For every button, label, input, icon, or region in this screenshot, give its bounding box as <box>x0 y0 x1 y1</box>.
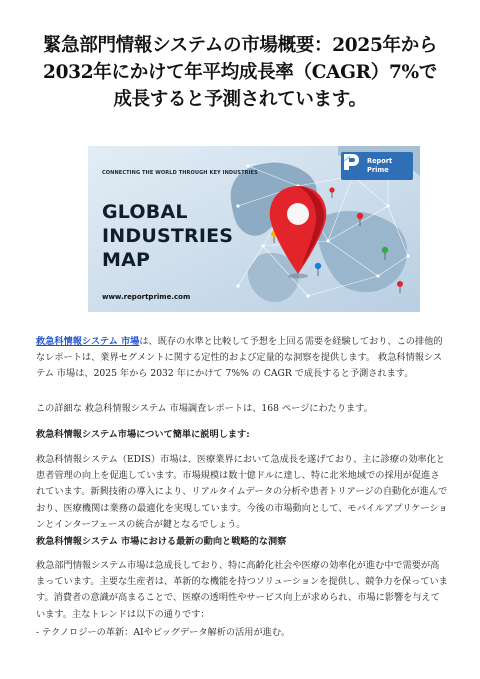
title-line-3: 成長すると予測されています。 <box>113 89 367 110</box>
section-heading-trends: 救急科情報システム 市場における最新の動向と戦略的な洞察 <box>36 536 287 547</box>
trend-bullet-technology: - テクノロジーの革新：AIやビッグデータ解析の活用が進む。 <box>36 627 291 638</box>
banner-tagline: CONNECTING THE WORLD THROUGH KEY INDUSTRIES <box>102 170 258 176</box>
global-industries-map-banner <box>88 146 420 312</box>
section-heading-overview: 救急科情報システム市場について簡単に説明します: <box>36 429 250 440</box>
report-pages-paragraph: この詳細な 救急科情報システム 市場調査レポートは、168 ページにわたります。 <box>36 403 373 414</box>
banner-url: www.reportprime.com <box>102 293 191 301</box>
intro-paragraph-text: は、既存の水準と比較して予想を上回る需要を経験しており、この排他的なレポートは、業界セグメントに関する定性的および定量的な洞察を提供します。 救急科情報システム 市場は、2025 年から 2032 年にかけて 7%% の CAGR で成長すると予測されます。 <box>36 336 443 380</box>
report-prime-logo <box>341 152 413 180</box>
page-title <box>22 32 458 113</box>
logo-word-report: Report <box>367 157 393 165</box>
overview-paragraph: 救急科情報システム（EDIS）市場は、医療業界において急成長を遂げており、主に診療の効率化と患者管理の向上を促進しています。市場規模は数十億ドルに達し、特に北米地域での採用が促進されています。新興技術の導入により、リアルタイムデータの分析や患者トリアージの自動化が進んでおり、医療機関は業務の最適化を実現しています。今後の市場動向として、モバイルアプリケーションとインターフェースの統合が鍵となるでしょう。 <box>36 454 448 530</box>
title-line-2: 2032年にかけて年平均成長率（CAGR）7%で <box>43 62 437 83</box>
trends-paragraph: 救急部門情報システム市場は急成長しており、特に高齢化社会や医療の効率化が進む中で需要が高まっています。主要な生産者は、革新的な機能を持つソリューションを提供し、競争力を保っています。消費者の意識が高まることで、医療の透明性やサービス向上が求められ、市場に影響を与えています。主なトレンドは以下の通りです： <box>36 560 448 620</box>
logo-word-prime: Prime <box>367 165 389 174</box>
market-link[interactable]: 救急科情報システム 市場 <box>36 336 140 347</box>
intro-paragraph <box>36 334 448 383</box>
banner-heading-map: MAP <box>102 249 151 271</box>
report-prime-logo-icon <box>341 152 361 172</box>
banner-heading-global: GLOBAL <box>102 201 188 223</box>
banner-heading-industries: INDUSTRIES <box>102 225 234 247</box>
title-line-1: 緊急部門情報システムの市場概要：2025年から <box>42 35 438 56</box>
